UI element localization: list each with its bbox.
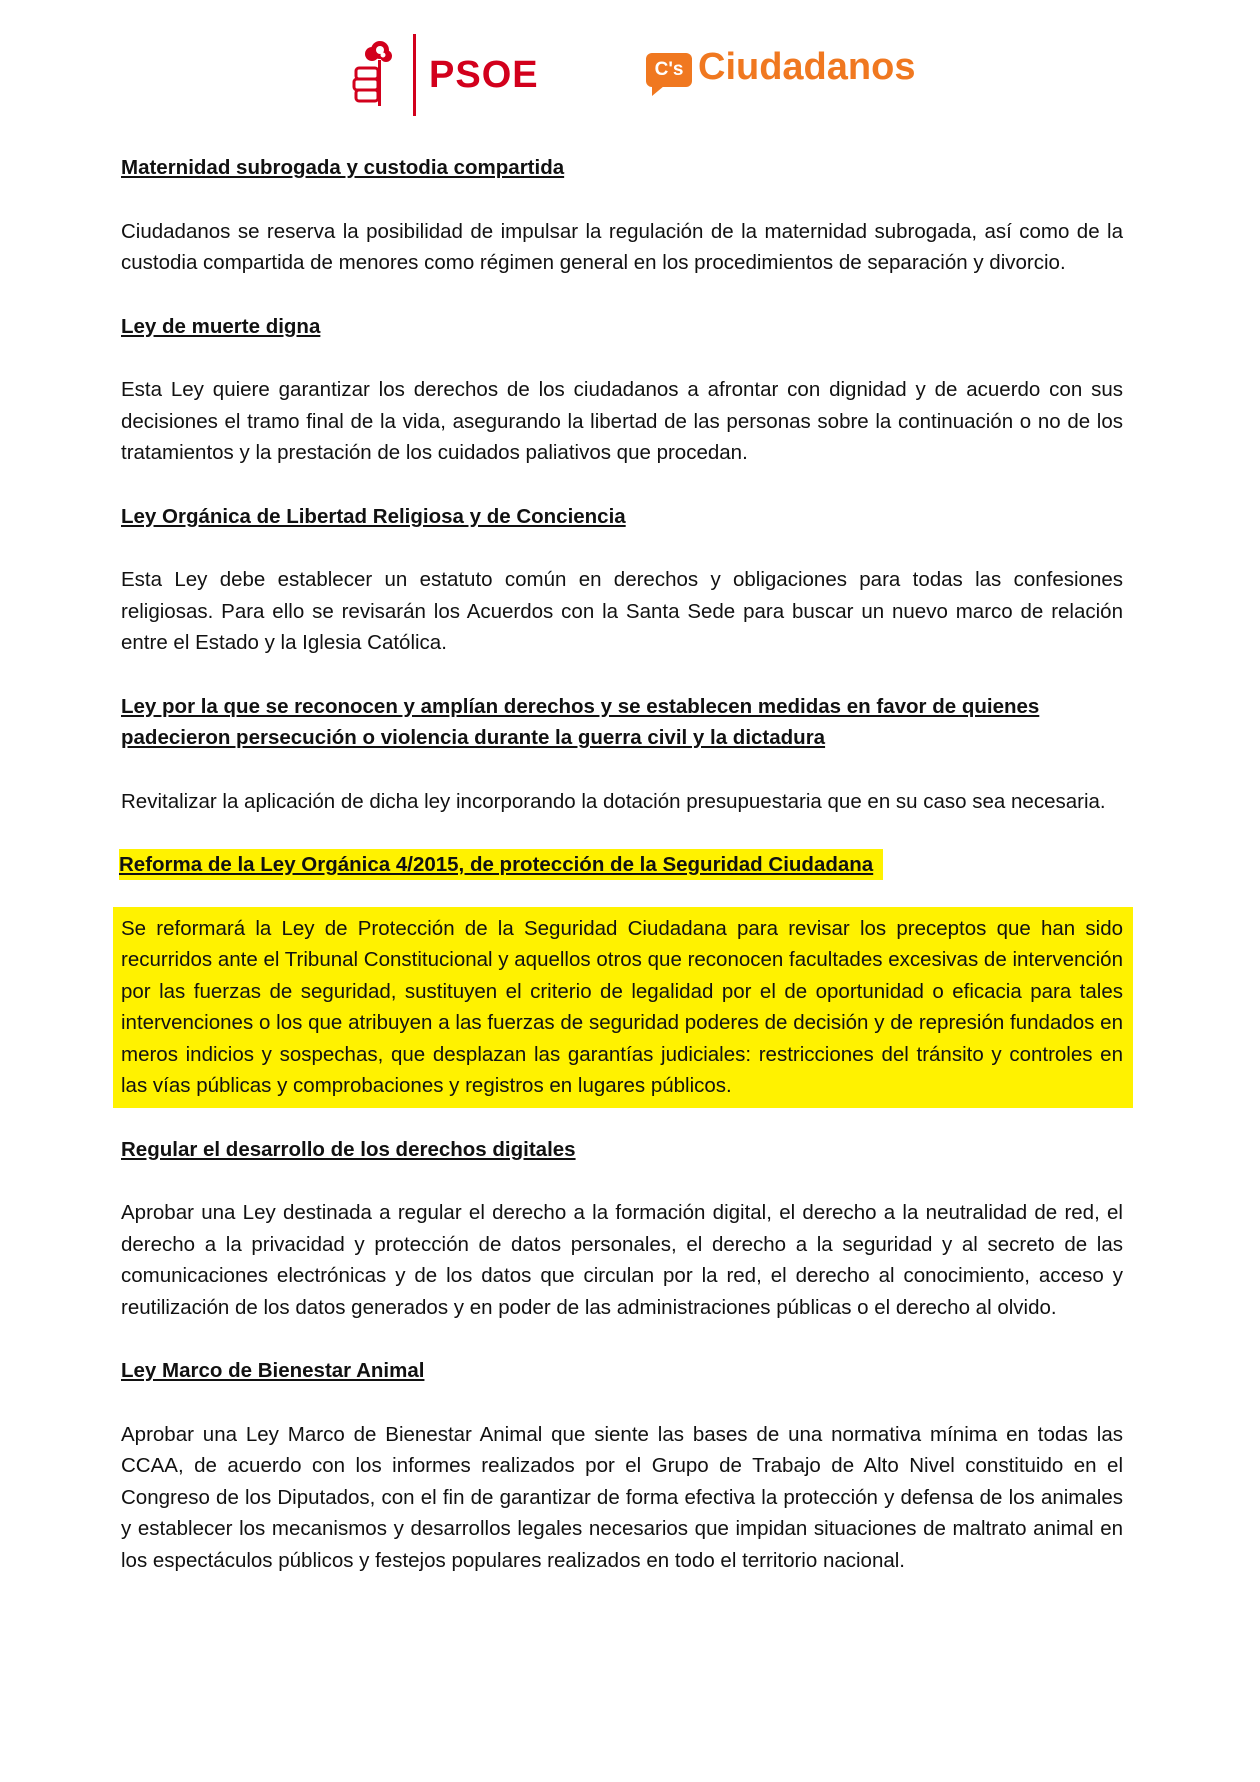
psoe-divider xyxy=(413,34,416,116)
psoe-logo-text: PSOE xyxy=(429,54,539,96)
section-heading-highlighted xyxy=(121,849,1123,881)
section-heading: Maternidad subrogada y custodia compartida xyxy=(121,156,565,179)
page-header xyxy=(0,30,1260,120)
psoe-rose-fist-icon xyxy=(350,38,398,110)
ciudadanos-logo-text: Ciudadanos xyxy=(698,46,916,88)
ciudadanos-badge: C's xyxy=(646,53,692,87)
section-paragraph: Revitalizar la aplicación de dicha ley incorporando la dotación presupuestaria que en su caso sea necesaria. xyxy=(121,789,1106,813)
document-body xyxy=(121,152,1123,1608)
section-paragraph: Ciudadanos se reserva la posibilidad de impulsar la regulación de la maternidad subrogada, así como de la custodia compartida de menores como régimen general en los procedimientos de separación y divorcio. xyxy=(121,219,1123,274)
section-paragraph: Aprobar una Ley Marco de Bienestar Animal que siente las bases de una normativa mínima en todas las CCAA, de acuerdo con los informes realizados por el Grupo de Trabajo de Alto Nivel constituido en el Congreso de los Diputados, con el fin de garantizar de forma efectiva la protección y defensa de los animales y establecer los mecanismos y desarrollos legales necesarios que impidan situaciones de maltrato animal en los espectáculos públicos y festejos populares realizados en todo el territorio nacional. xyxy=(121,1422,1123,1572)
section-paragraph: Esta Ley quiere garantizar los derechos de los ciudadanos a afrontar con dignidad y de acuerdo con sus decisiones el tramo final de la vida, asegurando la libertad de las personas sobre la continuación o no de los tratamientos y la prestación de los cuidados paliativos que procedan. xyxy=(121,378,1123,464)
section-paragraph: Aprobar una Ley destinada a regular el derecho a la formación digital, el derecho a la neutralidad de red, el derecho a la privacidad y protección de datos personales, el derecho a la seguridad y al secreto de las comunicaciones electrónicas y de los datos que circulan por la red, el derecho al conocimiento, acceso y reutilización de los datos generados y en poder de las administraciones públicas o el derecho al olvido. xyxy=(121,1201,1123,1319)
section-heading: Ley por la que se reconocen y amplían derechos y se establecen medidas en favor de quienes padecieron persecución o violencia durante la guerra civil y la dictadura xyxy=(121,694,1040,749)
section-paragraph-highlighted: Se reformará la Ley de Protección de la Seguridad Ciudadana para revisar los preceptos que han sido recurridos ante el Tribunal Constitucional y aquellos otros que reconocen facultades excesivas de intervención por las fuerzas de seguridad, sustituyen el criterio de legalidad por el de oportunidad o eficacia para tales intervenciones o los que atribuyen a las fuerzas de seguridad poderes de decisión y de represión fundados en meros indicios y sospechas, que desplazan las garantías judiciales: restricciones del tránsito y controles en las vías públicas y comprobaciones y registros en lugares públicos. xyxy=(113,907,1133,1108)
section-paragraph: Esta Ley debe establecer un estatuto común en derechos y obligaciones para todas las confesiones religiosas. Para ello se revisarán los Acuerdos con la Santa Sede para buscar un nuevo marco de relación entre el Estado y la Iglesia Católica. xyxy=(121,568,1123,654)
section-heading: Regular el desarrollo de los derechos digitales xyxy=(121,1137,576,1161)
section-heading: Ley Orgánica de Libertad Religiosa y de Conciencia xyxy=(121,504,626,528)
section-heading: Ley de muerte digna xyxy=(121,314,321,338)
section-heading: Ley Marco de Bienestar Animal xyxy=(121,1359,425,1382)
highlighted-heading-text: Reforma de la Ley Orgánica 4/2015, de protección de la Seguridad Ciudadana xyxy=(119,849,883,880)
